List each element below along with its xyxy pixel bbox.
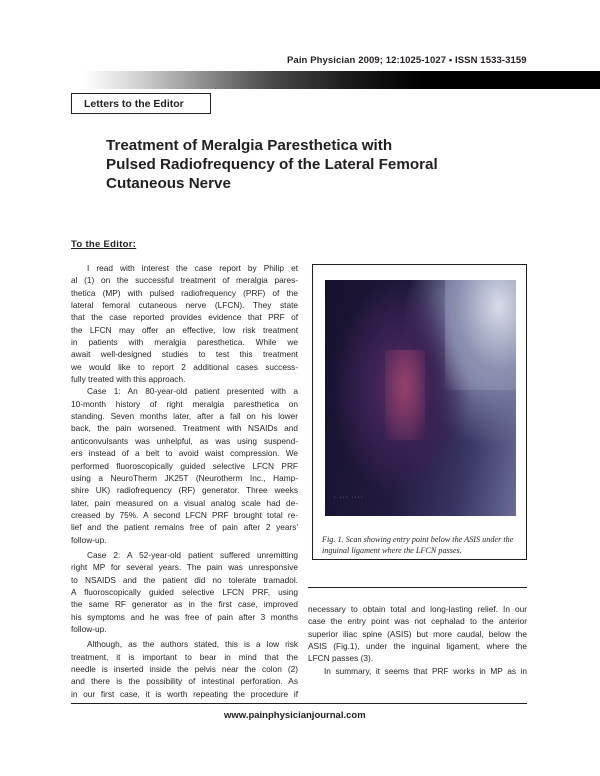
text-line: 10-month history of right meralgia paresthetica on [71, 398, 298, 409]
text-line: right MP for several years. The pain was unresponsive [71, 562, 298, 573]
column-divider [308, 587, 527, 588]
paragraph-4 [71, 638, 298, 700]
text-line: superior iliac spine (ASIS) but more caudal, below the [308, 628, 527, 639]
fluoroscopy-image: · ··· ···· [325, 280, 516, 516]
text-line: in patients with meralgia paresthetica. While we [71, 337, 298, 348]
text-line: ASIS (Fig.1), under the inguinal ligament, where the [308, 641, 527, 652]
text-line: later, pain measured on a visual analog scale had de- [71, 497, 298, 508]
header-banner [0, 71, 600, 89]
text-line: ers instead of a belt to avoid waist compression. We [71, 448, 298, 459]
paragraph-6 [308, 665, 527, 677]
journal-reference: Pain Physician 2009; 12:1025-1027 • ISSN 1533-3159 [287, 55, 527, 66]
text-line: al (1) on the successful treatment of meralgia pares- [71, 275, 298, 286]
figure-caption [322, 535, 522, 556]
paragraph-2 [71, 385, 298, 545]
text-line: Case 1: An 80-year-old patient presented with a [87, 386, 298, 397]
text-line: to NSAIDS and the patient did no tolerate tramadol. [71, 574, 298, 585]
text-line: LFCN passes (3). [308, 653, 374, 664]
text-line: using a NeuroTherm JK25T (Neurotherm Inc., Hamp- [71, 472, 298, 483]
text-line: creased by 75%. A second LFCN PRF brought total re- [71, 509, 298, 520]
text-line: the LFCN may offer an effective, low risk treatment [71, 324, 298, 335]
text-line: anticonvulsants was unhelpful, as was using suspend- [71, 435, 298, 446]
section-label: Letters to the Editor [71, 93, 211, 114]
title-line: Cutaneous Nerve [106, 175, 231, 192]
text-line: back, the pain worsened. Treatment with NSAIDs and [71, 423, 298, 434]
text-line: follow-up. [71, 623, 107, 634]
title-line: Treatment of Meralgia Paresthetica with [106, 137, 393, 154]
text-line: I read with interest the case report by Philip et [87, 263, 298, 273]
text-line: follow-up. [71, 534, 107, 545]
text-line: performed fluoroscopically guided selective LFCN PRF [71, 460, 298, 471]
article-title [106, 136, 526, 193]
text-line: case the entry point was not cephalad to the anterior [308, 616, 527, 627]
text-line: that the case reported provides evidence that PRF of [71, 312, 298, 323]
right-column [308, 603, 527, 677]
text-line: the same RF generator as in the first case, improved [71, 599, 298, 610]
title-line: Pulsed Radiofrequency of the Lateral Femoral [106, 156, 438, 173]
paragraph-1 [71, 262, 298, 385]
text-line: necessary to obtain total and long-lasting relief. In our [308, 604, 527, 614]
text-line: standing. Seven months later, after a fall on his lower [71, 411, 298, 422]
text-line: in our first case, it is worth repeating the procedure if [71, 688, 298, 699]
text-line: Case 2: A 52-year-old patient suffered unremitting [87, 549, 298, 560]
text-line: A fluoroscopically guided selective LFCN PRF, using [71, 586, 298, 597]
footer-url[interactable]: www.painphysicianjournal.com [224, 710, 366, 721]
text-line: In summary, it seems that PRF works in MP as in [324, 665, 527, 676]
salutation: To the Editor: [71, 239, 137, 250]
paragraph-3 [71, 549, 298, 635]
caption-line: Fig. 1. Scan showing entry point below the ASIS under the [322, 535, 514, 544]
footer-rule [71, 703, 527, 704]
text-line: Although, as the authors stated, this is a low risk [87, 639, 298, 650]
text-line: treatment, it is important to bear in mind that the [71, 651, 298, 662]
text-line: needle is inserted inside the pelvis near the colon (2) [71, 664, 298, 674]
text-line: shire UK) radiofrequency (RF) generator. Three weeks [71, 485, 298, 496]
text-line: lateral femoral cutaneous nerve (LFCN). They state [71, 300, 298, 311]
text-line: fully treated with this approach. [71, 374, 186, 385]
caption-line: inguinal ligament where the LFCN passes. [322, 545, 462, 555]
left-column [71, 262, 298, 700]
text-line: lief and the patient remains free of pain after 2 years' [71, 522, 298, 533]
text-line: thetica (MP) with pulsed radiofrequency (PRF) of the [71, 287, 298, 298]
paragraph-5 [308, 603, 527, 665]
text-line: and there is the possibility of intestinal perforation. As [71, 676, 298, 687]
text-line: await well-designed studies to test this treatment [71, 349, 298, 360]
text-line: we would like to report 2 additional cases success- [71, 361, 298, 372]
text-line: his symptoms and he was free of pain after 3 months [71, 611, 298, 622]
